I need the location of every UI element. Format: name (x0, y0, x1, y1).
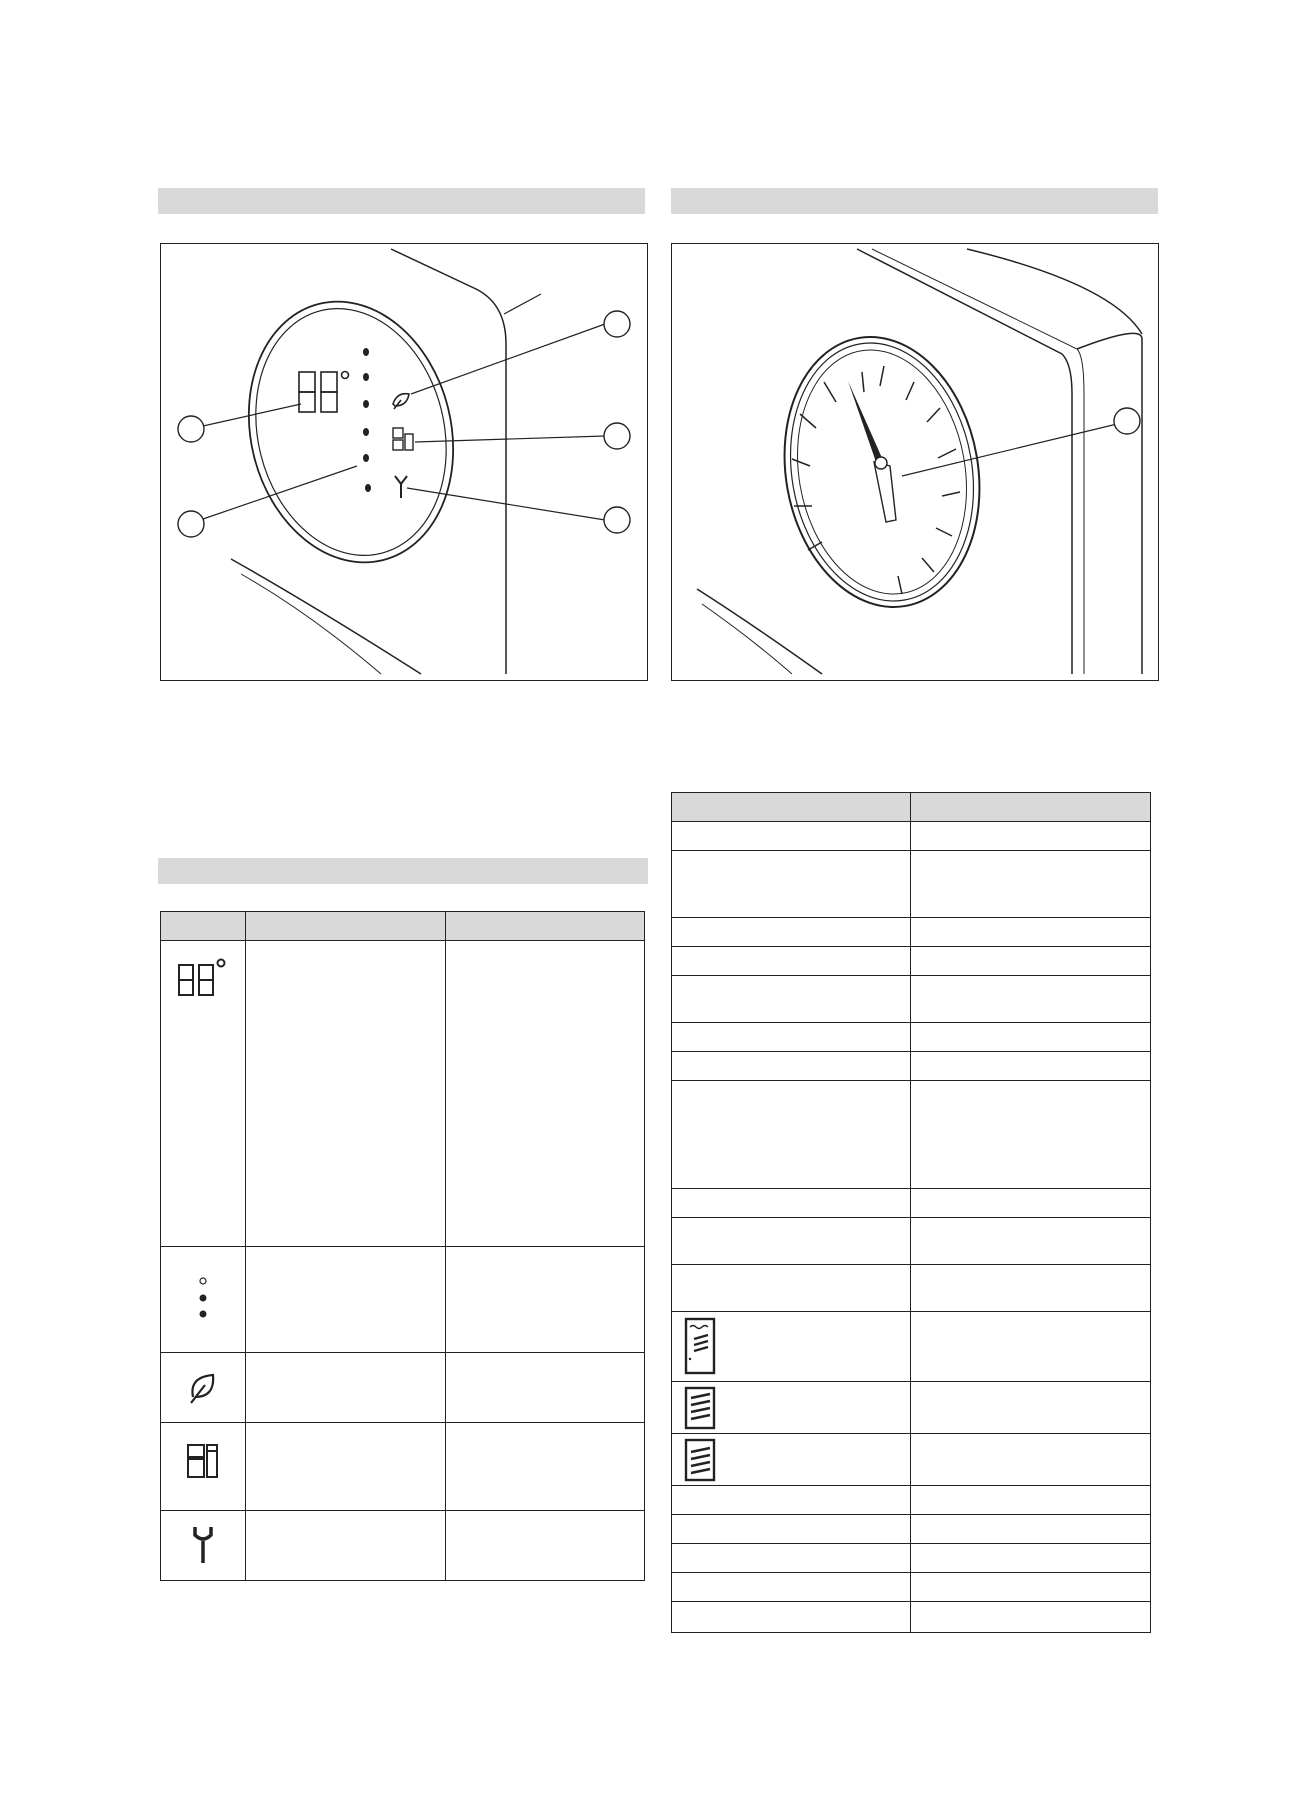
table-row (672, 1434, 1151, 1486)
gauge-callout-line (902, 424, 1117, 476)
housing-curve-bottom (231, 559, 421, 674)
table-row (161, 1353, 645, 1423)
spec-cell (672, 1023, 911, 1052)
symbols-table (160, 911, 645, 1581)
spec-cell (672, 947, 911, 976)
gauge-housing-top (967, 249, 1142, 334)
symbol-desc-window (245, 1423, 445, 1511)
table-row (672, 976, 1151, 1023)
spec-cell (910, 1544, 1150, 1573)
symbol-desc-wrench (245, 1511, 445, 1581)
spec-cell-tank-full (672, 1312, 911, 1382)
table-row (672, 1218, 1151, 1265)
status-dots-icon (193, 1273, 213, 1333)
table-row (672, 1052, 1151, 1081)
gauge-housing-bottom (697, 589, 822, 674)
spec-cell (910, 1486, 1150, 1515)
spec-cell (910, 1052, 1150, 1081)
table-row (161, 1423, 645, 1511)
symbol-note-88 (445, 941, 644, 1247)
display-bezel-outer (222, 280, 480, 585)
spec-cell (910, 1312, 1150, 1382)
display-bezel-inner (231, 288, 472, 576)
spec-cell (672, 1486, 911, 1515)
table-row (672, 1023, 1151, 1052)
symbol-note-dots (445, 1247, 644, 1353)
spec-cell (672, 851, 911, 918)
tank-medium-icon (680, 1384, 720, 1432)
table-row (672, 947, 1151, 976)
symbols-header-col-3 (445, 912, 644, 941)
spec-cell (910, 1382, 1150, 1434)
housing-edge-top (504, 294, 541, 314)
control-panel-drawing (161, 244, 647, 680)
spec-cell (910, 947, 1150, 976)
spec-cell (910, 851, 1150, 918)
leaf-icon (393, 394, 409, 409)
figure-digital-control-panel (160, 243, 648, 681)
figure-analog-gauge (671, 243, 1159, 681)
spec-cell (672, 918, 911, 947)
spec-cell (910, 918, 1150, 947)
tank-low-icon (680, 1436, 720, 1484)
spec-cell (910, 1515, 1150, 1544)
table-row (672, 851, 1151, 918)
callout-lines (203, 324, 605, 520)
table-row (672, 1312, 1151, 1382)
spec-cell (672, 1081, 911, 1189)
symbol-cell-wrench (161, 1511, 246, 1581)
table-row (672, 1382, 1151, 1434)
callout-circle-3 (604, 311, 630, 337)
status-dots (363, 348, 371, 492)
spec-cell (910, 822, 1150, 851)
table-row (672, 1189, 1151, 1218)
spec-header-col-1 (672, 793, 911, 822)
spec-cell (672, 1265, 911, 1312)
spec-cell (672, 1052, 911, 1081)
symbols-table-header (161, 912, 645, 941)
gauge-callout-circle (1114, 408, 1140, 434)
seven-segment-display (299, 372, 349, 413)
symbol-cell-dots (161, 1247, 246, 1353)
wrench-icon (188, 1523, 218, 1567)
symbol-cell-88 (161, 941, 246, 1247)
section-header-bar-left (158, 188, 645, 214)
table-row (672, 1081, 1151, 1189)
spec-cell (910, 1081, 1150, 1189)
callout-circle-5 (604, 507, 630, 533)
table-row (672, 1265, 1151, 1312)
table-row (161, 1247, 645, 1353)
symbol-desc-dots (245, 1247, 445, 1353)
specifications-table (671, 792, 1151, 1633)
symbol-cell-window (161, 1423, 246, 1511)
spec-cell (672, 1515, 911, 1544)
gauge-housing-side (1077, 333, 1142, 674)
symbol-note-wrench (445, 1511, 644, 1581)
spec-cell (672, 1218, 911, 1265)
spec-cell-tank-low (672, 1434, 911, 1486)
spec-cell (910, 1189, 1150, 1218)
spec-cell (910, 1023, 1150, 1052)
spec-cell (910, 1218, 1150, 1265)
spec-cell (672, 822, 911, 851)
spec-cell (672, 1544, 911, 1573)
spec-cell-tank-medium (672, 1382, 911, 1434)
table-row (672, 918, 1151, 947)
gauge-needle-tail (874, 462, 896, 522)
table-row (672, 1544, 1151, 1573)
section-header-bar-symbols (158, 858, 648, 884)
spec-cell (910, 1573, 1150, 1602)
spec-cell (910, 976, 1150, 1023)
display-value-text: 88 (301, 394, 303, 395)
gauge-hub (875, 457, 887, 469)
seven-segment-88-icon (173, 957, 233, 1007)
table-row (672, 1602, 1151, 1633)
symbol-desc-88 (245, 941, 445, 1247)
window-frame-icon (393, 428, 413, 450)
spec-cell (910, 1265, 1150, 1312)
symbol-note-leaf (445, 1353, 644, 1423)
leaf-icon (183, 1367, 223, 1407)
gauge-housing-bottom-inner (702, 604, 792, 674)
spec-table-header (672, 793, 1151, 822)
callout-circle-4 (604, 423, 630, 449)
housing-edge (391, 249, 506, 674)
housing-curve-bottom-inner (241, 574, 381, 674)
callout-circle-2 (178, 511, 204, 537)
table-row (161, 941, 645, 1247)
symbol-note-window (445, 1423, 644, 1511)
section-header-bar-right (671, 188, 1158, 214)
gauge-drawing (672, 244, 1158, 680)
table-row (672, 1573, 1151, 1602)
spec-header-col-2 (910, 793, 1150, 822)
display-degree-text: ° (343, 374, 344, 375)
callout-circle-1 (178, 416, 204, 442)
tank-full-icon (680, 1315, 720, 1379)
table-row (672, 1486, 1151, 1515)
gauge-needle-tip (848, 381, 882, 462)
table-row (672, 1515, 1151, 1544)
spec-cell (910, 1602, 1150, 1633)
table-row (672, 822, 1151, 851)
symbol-desc-leaf (245, 1353, 445, 1423)
symbol-cell-leaf (161, 1353, 246, 1423)
spec-cell (672, 1602, 911, 1633)
spec-cell (672, 976, 911, 1023)
spec-cell (672, 1573, 911, 1602)
symbols-header-col-1 (161, 912, 246, 941)
wrench-icon (395, 476, 407, 498)
symbols-header-col-2 (245, 912, 445, 941)
spec-cell (672, 1189, 911, 1218)
window-frame-icon (183, 1439, 223, 1483)
spec-cell (910, 1434, 1150, 1486)
table-row (161, 1511, 645, 1581)
